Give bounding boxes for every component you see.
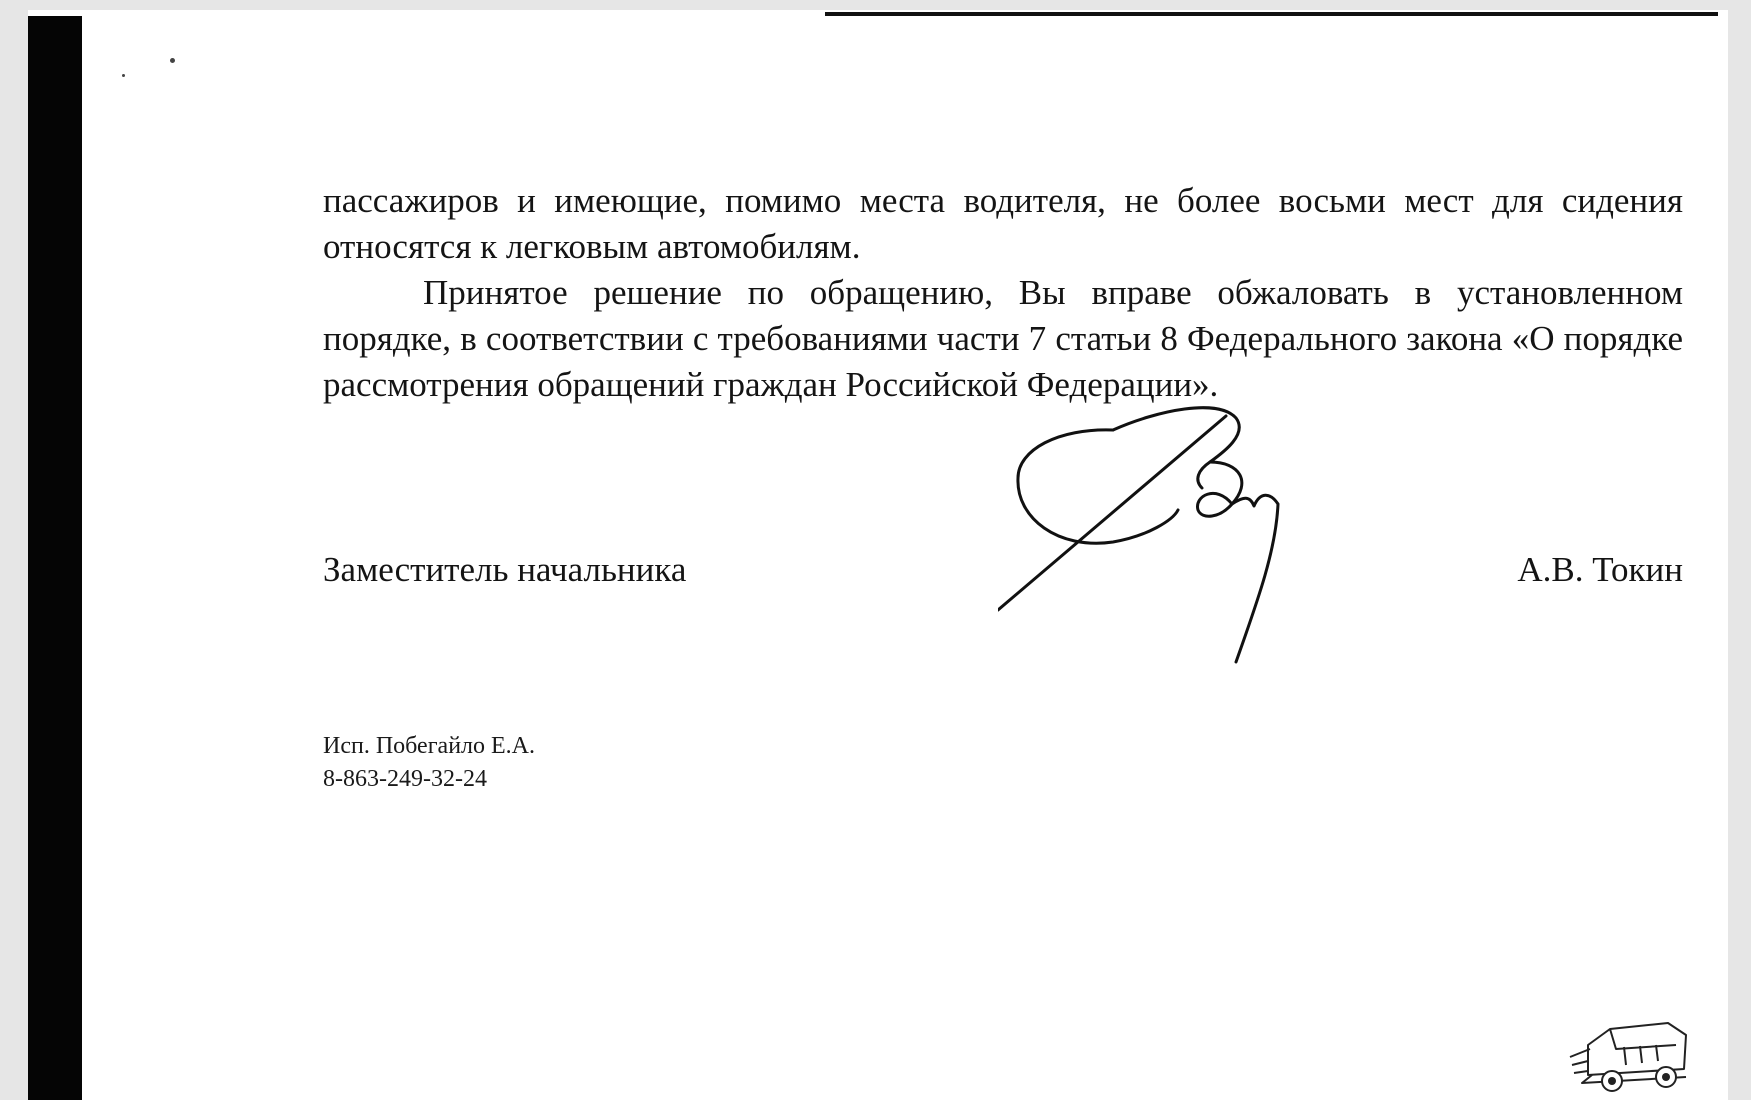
body-paragraph: Принятое решение по обращению, Вы вправе обжаловать в установленном порядке, в соответствии с требованиями части 7 статьи 8 Федерального закона «О порядке рассмотрения обращений граждан Российской Федерации». (323, 273, 1683, 404)
scan-edge-bar (28, 16, 82, 1100)
body-paragraph: пассажиров и имеющие, помимо места водителя, не более восьми мест для сидения относятся к легковым автомобилям. (323, 181, 1683, 266)
signatory-name: А.В. Токин (1517, 550, 1683, 589)
letter-body (323, 178, 1683, 408)
executor-info (323, 730, 535, 796)
document-page (28, 10, 1728, 1100)
scan-speck (122, 74, 125, 77)
executor-phone: 8-863-249-32-24 (323, 766, 487, 792)
signature-block (323, 547, 1683, 593)
signatory-position: Заместитель начальника (323, 550, 687, 589)
executor-name: Исп. Побегайло Е.А. (323, 733, 536, 759)
top-scan-line (825, 12, 1718, 16)
truck-watermark-icon (1568, 1015, 1698, 1100)
scan-speck (170, 58, 175, 63)
